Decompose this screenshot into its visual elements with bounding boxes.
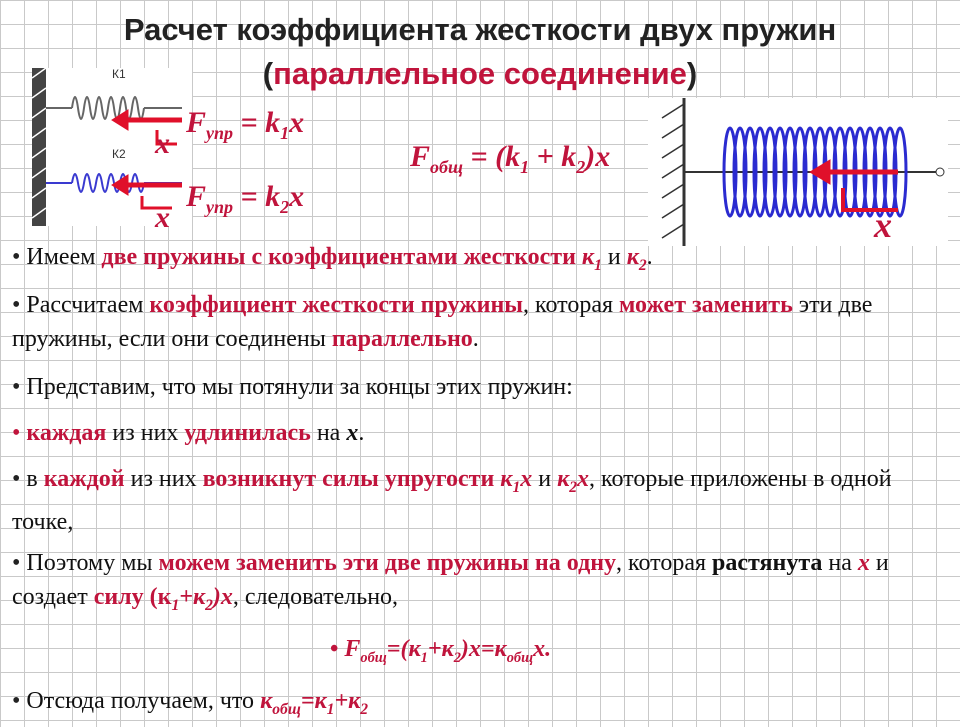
bullet-7 (12, 684, 942, 727)
ftot-k1-sub: 1 (520, 157, 530, 177)
ftot-rest: = (k (463, 140, 521, 173)
x-var: x (857, 550, 870, 576)
text: , следовательно, (232, 584, 399, 610)
k2: к (626, 244, 639, 270)
text: Представим, что мы потянули за концы этих пружин: (26, 374, 573, 400)
highlight: удлинилась (184, 420, 311, 446)
ftot-sub: общ (430, 157, 463, 177)
text: на (310, 420, 347, 446)
f1-k-sub: 1 (280, 123, 290, 143)
text: эти две пружины, если они соединены (12, 292, 873, 352)
part: =к (300, 688, 327, 714)
text: . (646, 244, 653, 270)
spring-2-label: К2 (112, 147, 126, 161)
bullet-6 (12, 546, 942, 623)
bullet-dot: • (330, 636, 339, 662)
k1: к (581, 244, 595, 270)
highlight: можем заменить эти две пружины на одну (158, 550, 617, 576)
formula-f1 (186, 106, 304, 144)
f1-sub: упр (206, 123, 234, 143)
bullet-dot: • (12, 374, 21, 400)
x-label-2: x (155, 201, 170, 234)
part: +к (334, 688, 361, 714)
text: из них (124, 466, 203, 492)
highlight: каждой (43, 466, 125, 492)
ftot-plus: + k (529, 140, 577, 173)
highlight: две пружины с коэффициентами жесткости (101, 244, 582, 270)
text: из них (106, 420, 185, 446)
f1-tail: x (289, 106, 305, 139)
f2-sub: упр (206, 197, 234, 217)
bullet-dot: • (12, 466, 21, 492)
sub: 2 (360, 700, 369, 718)
bullet-1 (12, 240, 942, 283)
f1-F: F (186, 106, 207, 139)
k2: к (557, 466, 570, 492)
text: Отсюда получаем, что (26, 688, 261, 714)
text: на (822, 550, 858, 576)
x2: х (577, 466, 590, 492)
bullet-dot: • (12, 550, 21, 576)
x-var: x (346, 420, 359, 446)
text: , которые приложены в одной точке, (12, 466, 892, 535)
f2-k-sub: 2 (280, 197, 290, 217)
k1-sub: 1 (512, 478, 521, 496)
bullet-dot: • (12, 688, 21, 714)
bullet-5 (12, 462, 942, 539)
sub: общ (506, 649, 534, 666)
text: Имеем (26, 244, 102, 270)
highlight: параллельно (331, 326, 473, 352)
highlight: возникнут силы упругости (202, 466, 501, 492)
bullet-dot: • (12, 420, 21, 446)
sub: общ (360, 649, 387, 666)
paren-close: ) (686, 56, 698, 91)
formula-conclusion (330, 636, 551, 667)
x-label-1: x (155, 127, 170, 160)
text: и создает (12, 550, 889, 610)
x-label-3: x (874, 205, 892, 245)
part: +к (427, 636, 454, 662)
highlight: +к (179, 584, 206, 610)
f2-rest: = k (233, 180, 281, 213)
sub: 1 (326, 700, 335, 718)
formula-ftotal (410, 140, 610, 178)
part: =(к (386, 636, 421, 662)
sub: 1 (420, 649, 428, 666)
highlight: коэффициент жесткости пружины (149, 292, 524, 318)
page-title (0, 12, 960, 48)
bullet-4 (12, 416, 942, 450)
text: в (26, 466, 44, 492)
highlight: силу (к (93, 584, 172, 610)
arrow-2 (112, 175, 182, 208)
f2-tail: x (289, 180, 305, 213)
k2-sub: 2 (638, 256, 647, 274)
text: . (472, 326, 479, 352)
f2-F: F (186, 180, 207, 213)
k2-sub: 2 (569, 478, 578, 496)
k: к (260, 688, 273, 714)
part: )х=к (460, 636, 507, 662)
text: , которая (523, 292, 620, 318)
subtitle-red: параллельное соединение (273, 56, 687, 91)
text: , которая (616, 550, 713, 576)
text: и (532, 466, 558, 492)
highlight: может заменить (619, 292, 793, 318)
sub: 2 (453, 649, 461, 666)
text: Поэтому мы (26, 550, 159, 576)
sub: 1 (171, 596, 180, 614)
k1: к (500, 466, 513, 492)
wall (32, 68, 46, 226)
part: х. (533, 636, 552, 662)
ftot-k2-sub: 2 (576, 157, 586, 177)
spring-1 (46, 97, 182, 119)
ftot-tail: )x (585, 140, 611, 173)
bold: растянута (712, 550, 823, 576)
text: и (601, 244, 627, 270)
text: Рассчитаем (26, 292, 150, 318)
bullet-dot: • (12, 244, 21, 270)
k1-sub: 1 (594, 256, 602, 274)
ftot-F: F (410, 140, 431, 173)
sub: 2 (205, 596, 213, 614)
combined-spring-figure (648, 98, 948, 246)
formula-f2 (186, 180, 304, 218)
highlight: каждая (26, 420, 107, 446)
highlight: )х (212, 584, 233, 610)
bullet-3 (12, 370, 942, 404)
arrow-1 (112, 110, 182, 144)
combined-spring-svg (648, 98, 948, 246)
title-line-1: Расчет коэффициента жесткости двух пружин (123, 12, 837, 47)
f1-rest: = k (233, 106, 281, 139)
k-sub: общ (272, 700, 301, 718)
bullet-2 (12, 288, 942, 356)
text: . (358, 420, 365, 446)
spring-1-label: К1 (112, 68, 126, 81)
bullet-dot: • (12, 292, 21, 318)
x1: х (520, 466, 533, 492)
paren-open: ( (262, 56, 274, 91)
F: F (344, 636, 361, 662)
